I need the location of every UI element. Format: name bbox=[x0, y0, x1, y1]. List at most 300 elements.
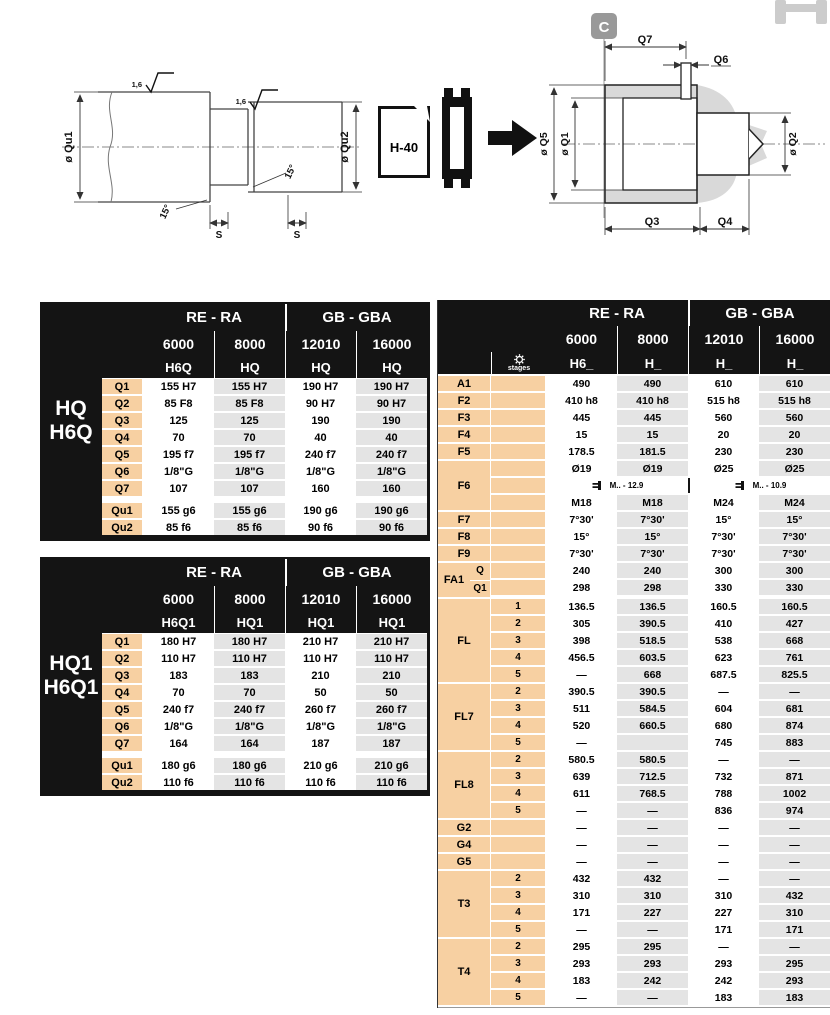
variant-header: HQ1 bbox=[214, 612, 285, 633]
value-cell: — bbox=[688, 752, 759, 767]
value-cell: — bbox=[688, 820, 759, 835]
table-row bbox=[491, 427, 830, 442]
roughness-symbol-1 bbox=[132, 73, 174, 92]
stage-cell bbox=[491, 512, 546, 527]
table-row bbox=[491, 616, 830, 631]
row-group bbox=[438, 444, 830, 459]
value-cell: 171 bbox=[688, 922, 759, 937]
value-cell: 660.5 bbox=[617, 718, 688, 733]
table-row bbox=[102, 430, 427, 445]
value-cell: 788 bbox=[688, 786, 759, 801]
value-cell: 70 bbox=[143, 685, 214, 700]
group-label: FL8 bbox=[438, 752, 491, 818]
stage-cell bbox=[491, 393, 546, 408]
table-row bbox=[491, 905, 830, 920]
bolt-cell-left bbox=[546, 478, 688, 493]
row-group bbox=[438, 427, 830, 442]
variant-header: HQ bbox=[356, 357, 427, 378]
value-cell: 110 f6 bbox=[356, 775, 427, 790]
value-cell: 410 h8 bbox=[617, 393, 688, 408]
group-label: G4 bbox=[438, 837, 491, 852]
roughness2-label: 1,6 bbox=[235, 97, 246, 106]
row-label: Q6 bbox=[102, 464, 143, 479]
row-group bbox=[438, 837, 830, 852]
value-cell: — bbox=[546, 854, 617, 869]
value-cell: 15° bbox=[617, 529, 688, 544]
value-cell: 293 bbox=[617, 956, 688, 971]
value-cell: 85 F8 bbox=[143, 396, 214, 411]
row-label: Q5 bbox=[102, 447, 143, 462]
value-cell: 183 bbox=[214, 668, 285, 683]
value-cell: 90 f6 bbox=[356, 520, 427, 535]
table-row bbox=[102, 758, 427, 773]
value-cell: 300 bbox=[759, 563, 830, 578]
stage-cell: 2 bbox=[491, 752, 546, 767]
size-header: 6000 bbox=[162, 591, 195, 607]
group-rows bbox=[491, 427, 830, 442]
row-group bbox=[438, 871, 830, 937]
table-row bbox=[491, 735, 830, 750]
h40-document-icon bbox=[378, 106, 430, 178]
value-cell: 298 bbox=[546, 580, 617, 595]
table-row bbox=[491, 956, 830, 971]
value-cell: 668 bbox=[759, 633, 830, 648]
row-label: Q6 bbox=[102, 719, 143, 734]
group-label: F6 bbox=[438, 461, 491, 510]
value-cell: 210 bbox=[356, 668, 427, 683]
size-header: 16000 bbox=[356, 331, 427, 357]
bolt-icon bbox=[734, 480, 745, 491]
stage-cell bbox=[491, 580, 546, 595]
value-cell: 90 H7 bbox=[285, 396, 356, 411]
table-side-label bbox=[40, 304, 102, 537]
value-cell: 611 bbox=[546, 786, 617, 801]
value-cell: 390.5 bbox=[617, 616, 688, 631]
value-cell: 40 bbox=[356, 430, 427, 445]
value-cell: 110 f6 bbox=[143, 775, 214, 790]
value-cell: 15 bbox=[617, 427, 688, 442]
value-cell: 227 bbox=[688, 905, 759, 920]
value-cell: 180 H7 bbox=[214, 634, 285, 649]
row-label: Qu1 bbox=[102, 503, 143, 518]
value-cell: — bbox=[546, 735, 617, 750]
stage-cell bbox=[491, 854, 546, 869]
value-cell: 125 bbox=[214, 413, 285, 428]
value-cell: 195 f7 bbox=[143, 447, 214, 462]
table-side-label bbox=[40, 559, 102, 792]
stage-label: Q1 bbox=[470, 580, 490, 595]
variant-header: HQ1 bbox=[285, 612, 356, 633]
group-rows bbox=[491, 546, 830, 561]
value-cell: 210 bbox=[285, 668, 356, 683]
variant-header: HQ1 bbox=[356, 612, 427, 633]
stage-cell: 4 bbox=[491, 718, 546, 733]
dimension-table-main bbox=[437, 300, 830, 1008]
value-cell: 1/8"G bbox=[356, 719, 427, 734]
variant-header: HQ bbox=[285, 357, 356, 378]
value-cell: 155 H7 bbox=[214, 379, 285, 394]
size-header: 12010 bbox=[285, 331, 356, 357]
value-cell: 300 bbox=[688, 563, 759, 578]
header-spacer bbox=[438, 300, 546, 326]
value-cell: 1/8"G bbox=[285, 719, 356, 734]
table-row bbox=[102, 503, 427, 518]
value-cell: 90 f6 bbox=[285, 520, 356, 535]
group-rows bbox=[491, 837, 830, 852]
value-cell: — bbox=[759, 752, 830, 767]
table-row bbox=[491, 990, 830, 1005]
row-group bbox=[438, 546, 830, 561]
variant-header: H_ bbox=[617, 352, 688, 374]
coupling-icon bbox=[440, 88, 474, 188]
row-group bbox=[438, 393, 830, 408]
table-row bbox=[102, 736, 427, 751]
size-header: 8000 bbox=[214, 331, 285, 357]
table-row bbox=[491, 529, 830, 544]
value-cell: 974 bbox=[759, 803, 830, 818]
dim-q4-label: Q4 bbox=[717, 216, 733, 228]
table-row bbox=[491, 410, 830, 425]
table-row bbox=[491, 837, 830, 852]
value-cell: 155 g6 bbox=[143, 503, 214, 518]
value-cell: 330 bbox=[688, 580, 759, 595]
value-cell: 210 H7 bbox=[285, 634, 356, 649]
stages-column-header bbox=[491, 352, 546, 374]
sub-stage-column bbox=[470, 563, 490, 597]
stage-cell bbox=[491, 410, 546, 425]
group-label: FL bbox=[438, 599, 491, 682]
variant-header: H6Q bbox=[165, 360, 192, 375]
dim-qu2-label: ø Qu2 bbox=[339, 131, 351, 163]
value-cell: 110 f6 bbox=[285, 775, 356, 790]
value-cell: 610 bbox=[759, 376, 830, 391]
value-cell: 883 bbox=[759, 735, 830, 750]
row-group bbox=[438, 752, 830, 818]
value-cell: 183 bbox=[546, 973, 617, 988]
value-cell: 456.5 bbox=[546, 650, 617, 665]
stage-cell: 5 bbox=[491, 667, 546, 682]
value-cell: 330 bbox=[759, 580, 830, 595]
bolt-class-label: M.. - 10.9 bbox=[752, 481, 787, 490]
value-cell: 180 H7 bbox=[143, 634, 214, 649]
table-row bbox=[491, 769, 830, 784]
value-cell: 518.5 bbox=[617, 633, 688, 648]
value-cell: 580.5 bbox=[617, 752, 688, 767]
table-row bbox=[491, 752, 830, 767]
value-cell: 445 bbox=[617, 410, 688, 425]
value-cell: 190 H7 bbox=[356, 379, 427, 394]
stage-cell bbox=[491, 546, 546, 561]
value-cell: 432 bbox=[759, 888, 830, 903]
value-cell: M18 bbox=[546, 495, 617, 510]
roughness-symbol-2 bbox=[236, 90, 278, 109]
value-cell: 155 g6 bbox=[214, 503, 285, 518]
group-rows bbox=[491, 393, 830, 408]
value-cell: 410 h8 bbox=[546, 393, 617, 408]
value-cell: 580.5 bbox=[546, 752, 617, 767]
value-cell: 871 bbox=[759, 769, 830, 784]
value-cell: 181.5 bbox=[617, 444, 688, 459]
stage-cell bbox=[491, 427, 546, 442]
group-header-row bbox=[143, 559, 427, 586]
variant-header: H6_ bbox=[569, 355, 594, 371]
group-rows bbox=[491, 871, 830, 937]
value-cell: — bbox=[688, 684, 759, 699]
table-row bbox=[102, 396, 427, 411]
stage-cell: 3 bbox=[491, 701, 546, 716]
dim-q2-label: ø Q2 bbox=[787, 132, 799, 156]
value-cell: 242 bbox=[688, 973, 759, 988]
table-row bbox=[102, 775, 427, 790]
stage-cell bbox=[491, 529, 546, 544]
table-row bbox=[491, 633, 830, 648]
value-cell: 85 f6 bbox=[143, 520, 214, 535]
value-cell: 1/8"G bbox=[356, 464, 427, 479]
value-cell: 190 bbox=[285, 413, 356, 428]
value-cell: 1002 bbox=[759, 786, 830, 801]
stage-cell: 3 bbox=[491, 956, 546, 971]
value-cell: 604 bbox=[688, 701, 759, 716]
table-row bbox=[491, 546, 830, 561]
row-label: Q3 bbox=[102, 413, 143, 428]
side-label-line: HQ bbox=[55, 397, 87, 421]
group-label: F5 bbox=[438, 444, 491, 459]
side-label-line: H6Q1 bbox=[43, 675, 99, 699]
value-cell: 310 bbox=[759, 905, 830, 920]
value-cell: — bbox=[546, 803, 617, 818]
value-cell: 390.5 bbox=[546, 684, 617, 699]
table-row bbox=[491, 718, 830, 733]
group-label: F4 bbox=[438, 427, 491, 442]
value-cell: — bbox=[688, 854, 759, 869]
row-label: Qu2 bbox=[102, 775, 143, 790]
dim-s1-label: S bbox=[215, 230, 223, 241]
value-cell: 1/8"G bbox=[285, 464, 356, 479]
value-cell: 240 f7 bbox=[214, 702, 285, 717]
transfer-arrow-icon bbox=[488, 120, 538, 156]
value-cell: 293 bbox=[759, 973, 830, 988]
pin-detail bbox=[681, 63, 691, 99]
value-cell: 230 bbox=[759, 444, 830, 459]
group-rows bbox=[491, 939, 830, 1005]
value-cell: 107 bbox=[143, 481, 214, 496]
stage-cell: 2 bbox=[491, 684, 546, 699]
value-cell: M18 bbox=[617, 495, 688, 510]
doc-label: H-40 bbox=[389, 139, 419, 155]
value-cell: 171 bbox=[546, 905, 617, 920]
dimension-table-hq bbox=[40, 302, 430, 541]
value-cell: — bbox=[759, 854, 830, 869]
shaft-end-drawing bbox=[50, 57, 375, 252]
value-cell: — bbox=[688, 837, 759, 852]
value-cell: 490 bbox=[546, 376, 617, 391]
bolt-cell-right bbox=[688, 478, 830, 493]
bolt-class-label: M.. - 12.9 bbox=[609, 481, 644, 490]
value-cell: 687.5 bbox=[688, 667, 759, 682]
value-cell: 293 bbox=[546, 956, 617, 971]
value-cell: 511 bbox=[546, 701, 617, 716]
table-row bbox=[491, 478, 830, 493]
group-label: G5 bbox=[438, 854, 491, 869]
table-row bbox=[102, 520, 427, 535]
value-cell: 70 bbox=[214, 685, 285, 700]
size-header: 16000 bbox=[759, 326, 830, 352]
value-cell: 160 bbox=[285, 481, 356, 496]
table-row bbox=[491, 495, 830, 510]
value-cell: 681 bbox=[759, 701, 830, 716]
stage-cell bbox=[491, 563, 546, 578]
value-cell: 538 bbox=[688, 633, 759, 648]
value-cell: — bbox=[546, 667, 617, 682]
value-cell: — bbox=[546, 820, 617, 835]
table-row bbox=[102, 413, 427, 428]
stage-cell: 3 bbox=[491, 888, 546, 903]
value-cell: 825.5 bbox=[759, 667, 830, 682]
value-cell: 183 bbox=[143, 668, 214, 683]
table-row bbox=[491, 393, 830, 408]
stage-cell: 4 bbox=[491, 905, 546, 920]
group-label: F9 bbox=[438, 546, 491, 561]
stage-cell: 2 bbox=[491, 616, 546, 631]
value-cell: 7°30' bbox=[688, 529, 759, 544]
value-cell: 623 bbox=[688, 650, 759, 665]
value-cell: — bbox=[688, 939, 759, 954]
table-row bbox=[491, 461, 830, 476]
group-rows bbox=[491, 599, 830, 682]
value-cell: 183 bbox=[688, 990, 759, 1005]
variant-header: H_ bbox=[759, 352, 830, 374]
value-cell: 7°30' bbox=[617, 546, 688, 561]
variant-header: H_ bbox=[688, 352, 759, 374]
header-spacer bbox=[438, 326, 546, 352]
value-cell: 110 H7 bbox=[356, 651, 427, 666]
group-header: RE - RA bbox=[186, 564, 242, 581]
value-cell: 398 bbox=[546, 633, 617, 648]
size-header: 12010 bbox=[688, 326, 759, 352]
value-cell: 7°30' bbox=[617, 512, 688, 527]
group-label: T3 bbox=[438, 871, 491, 937]
value-cell: 490 bbox=[617, 376, 688, 391]
value-cell: 761 bbox=[759, 650, 830, 665]
table-row bbox=[491, 854, 830, 869]
table-row bbox=[102, 447, 427, 462]
stage-cell: 5 bbox=[491, 735, 546, 750]
size-header: 6000 bbox=[565, 331, 598, 347]
size-header: 16000 bbox=[356, 586, 427, 612]
variant-header-row bbox=[438, 352, 830, 374]
value-cell: — bbox=[546, 922, 617, 937]
dim-q7-label: Q7 bbox=[637, 34, 653, 46]
stage-cell: 4 bbox=[491, 786, 546, 801]
value-cell: 110 f6 bbox=[214, 775, 285, 790]
value-cell: M24 bbox=[688, 495, 759, 510]
group-header-row bbox=[143, 304, 427, 331]
dim-q1-label: ø Q1 bbox=[559, 132, 571, 156]
table-row bbox=[491, 871, 830, 886]
table-row bbox=[491, 512, 830, 527]
table-row bbox=[491, 580, 830, 595]
value-cell: 15° bbox=[546, 529, 617, 544]
value-cell: 15° bbox=[688, 512, 759, 527]
value-cell: — bbox=[617, 820, 688, 835]
group-label-text: FA1 bbox=[443, 574, 465, 586]
stage-cell: 5 bbox=[491, 922, 546, 937]
table-row bbox=[491, 701, 830, 716]
group-label: G2 bbox=[438, 820, 491, 835]
chamfer-angle2-label: 15° bbox=[282, 163, 299, 181]
size-header: 12010 bbox=[285, 586, 356, 612]
table-row bbox=[491, 599, 830, 614]
value-cell: 295 bbox=[617, 939, 688, 954]
variant-header: HQ bbox=[214, 357, 285, 378]
group-header: RE - RA bbox=[186, 309, 242, 326]
table-row bbox=[102, 651, 427, 666]
value-cell: 432 bbox=[546, 871, 617, 886]
row-group bbox=[438, 684, 830, 750]
value-cell: 260 f7 bbox=[356, 702, 427, 717]
value-cell: 432 bbox=[617, 871, 688, 886]
table-row bbox=[491, 563, 830, 578]
value-cell: 610 bbox=[688, 376, 759, 391]
value-cell: 310 bbox=[546, 888, 617, 903]
value-cell: 427 bbox=[759, 616, 830, 631]
size-header-row bbox=[143, 331, 427, 357]
dim-qu1-label: ø Qu1 bbox=[63, 131, 75, 163]
stage-cell bbox=[491, 444, 546, 459]
value-cell: 240 f7 bbox=[143, 702, 214, 717]
side-label-line: H6Q bbox=[49, 420, 93, 444]
table-row bbox=[491, 684, 830, 699]
gear-icon bbox=[514, 354, 525, 365]
group-header: RE - RA bbox=[589, 304, 645, 322]
value-cell: 15° bbox=[759, 512, 830, 527]
value-cell: — bbox=[759, 684, 830, 699]
value-cell: 190 g6 bbox=[285, 503, 356, 518]
value-cell: 836 bbox=[688, 803, 759, 818]
group-rows bbox=[491, 854, 830, 869]
value-cell: 70 bbox=[214, 430, 285, 445]
group-header: GB - GBA bbox=[688, 300, 830, 326]
value-cell: 171 bbox=[759, 922, 830, 937]
value-cell: 190 H7 bbox=[285, 379, 356, 394]
value-cell: 520 bbox=[546, 718, 617, 733]
value-cell: — bbox=[617, 803, 688, 818]
value-cell: 7°30' bbox=[546, 546, 617, 561]
value-cell: — bbox=[617, 922, 688, 937]
size-header-row bbox=[143, 586, 427, 612]
table-row bbox=[102, 668, 427, 683]
value-cell: 187 bbox=[285, 736, 356, 751]
page-fold-edge bbox=[427, 106, 430, 122]
stage-cell bbox=[491, 820, 546, 835]
dim-q5-label: ø Q5 bbox=[538, 132, 550, 156]
value-cell: — bbox=[546, 837, 617, 852]
value-cell: 603.5 bbox=[617, 650, 688, 665]
value-cell: 40 bbox=[285, 430, 356, 445]
value-cell: 180 g6 bbox=[143, 758, 214, 773]
value-cell: 560 bbox=[759, 410, 830, 425]
value-cell: 445 bbox=[546, 410, 617, 425]
value-cell: 210 g6 bbox=[356, 758, 427, 773]
value-cell: — bbox=[759, 939, 830, 954]
value-cell: 639 bbox=[546, 769, 617, 784]
stage-cell: 4 bbox=[491, 973, 546, 988]
group-header-row bbox=[438, 300, 830, 326]
c-badge-label: C bbox=[598, 19, 610, 36]
value-cell: 242 bbox=[617, 973, 688, 988]
value-cell: 160 bbox=[356, 481, 427, 496]
value-cell: 85 F8 bbox=[214, 396, 285, 411]
